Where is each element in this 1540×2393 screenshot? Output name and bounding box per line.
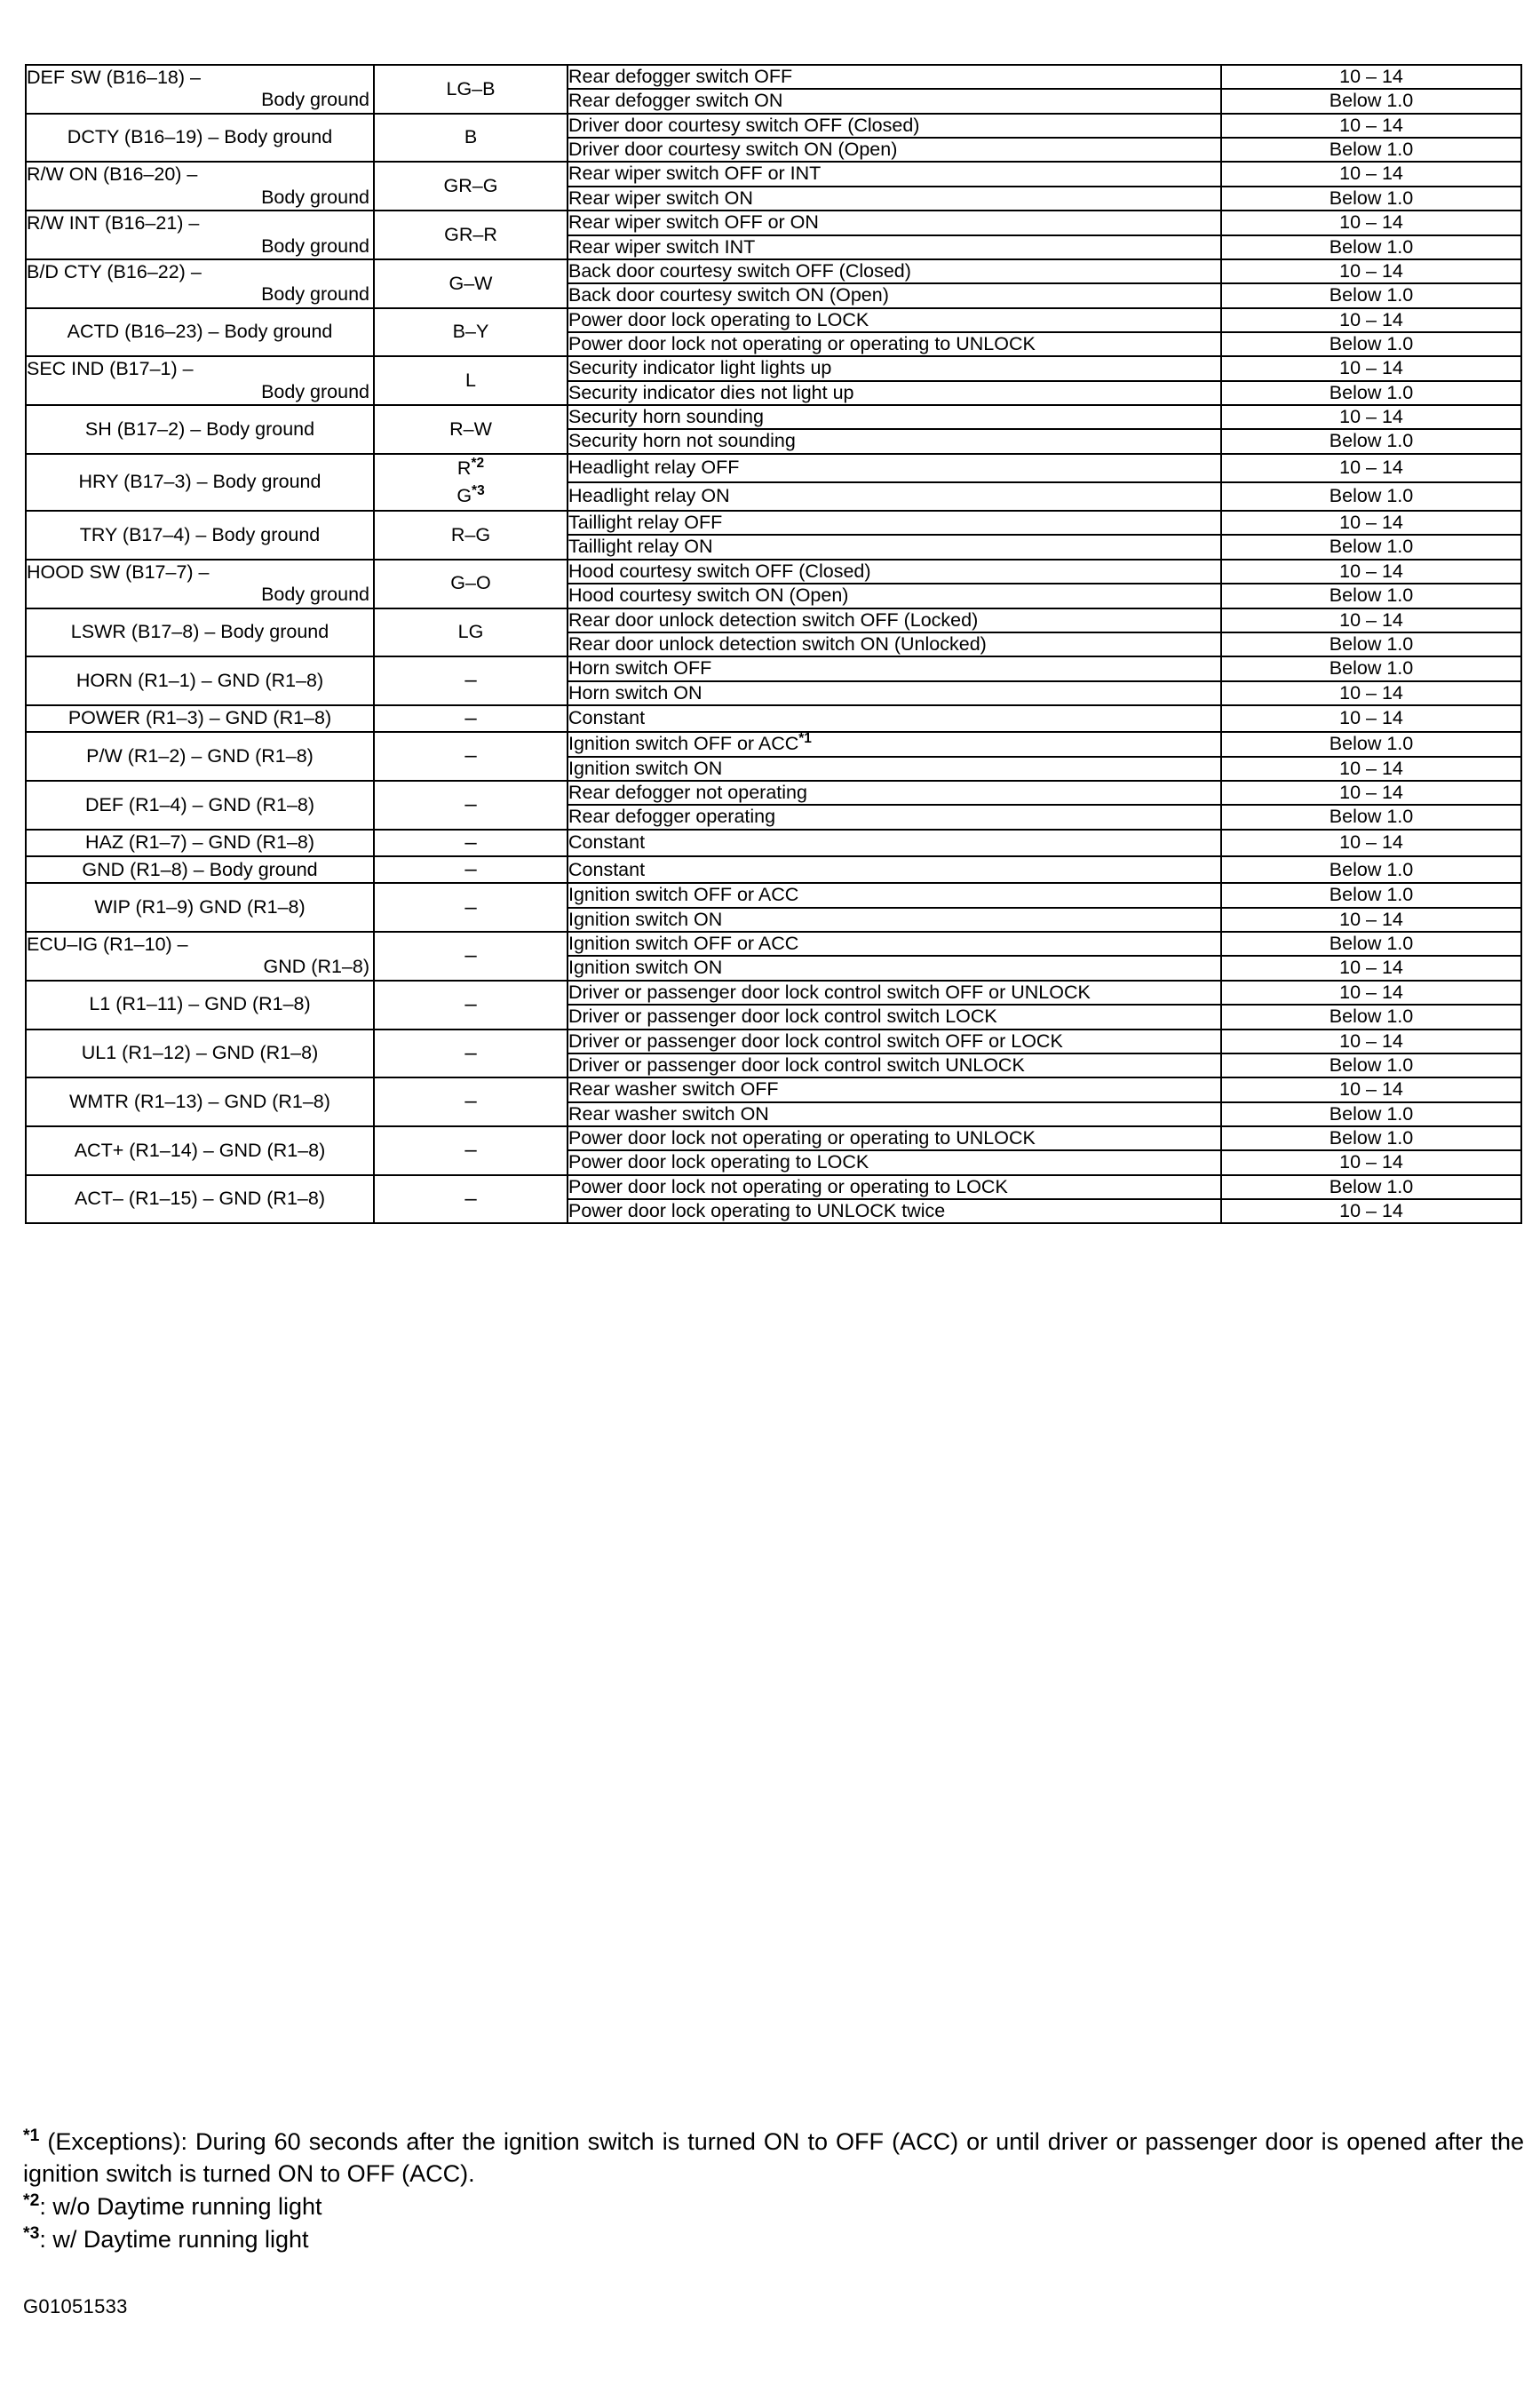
wiring-color-label: B–Y xyxy=(452,321,489,343)
terminal-cell xyxy=(26,1077,374,1126)
terminal-cell xyxy=(26,405,374,454)
specified-value-cell: Below 1.0 xyxy=(1221,381,1521,405)
terminal-cell xyxy=(26,308,374,357)
specified-value-cell: Below 1.0 xyxy=(1221,1175,1521,1199)
condition-cell: Power door lock operating to UNLOCK twice xyxy=(568,1199,1221,1223)
specified-value-cell: 10 – 14 xyxy=(1221,781,1521,805)
condition-cell: Ignition switch ON xyxy=(568,908,1221,932)
condition-cell: Ignition switch OFF or ACC xyxy=(568,932,1221,956)
condition-cell: Power door lock not operating or operating to UNLOCK xyxy=(568,1126,1221,1150)
terminal-label: HRY (B17–3) – Body ground xyxy=(78,471,321,493)
specified-value-cell: Below 1.0 xyxy=(1221,187,1521,211)
terminal-label: ACT– (R1–15) – GND (R1–8) xyxy=(75,1188,325,1210)
footnote-text: : w/ Daytime running light xyxy=(39,2225,309,2253)
figure-code: G01051533 xyxy=(23,2295,128,2317)
footnote-marker: *1 xyxy=(23,2126,40,2145)
wiring-color-label: – xyxy=(464,1138,477,1163)
terminal-cell xyxy=(26,259,374,308)
specified-value-cell: Below 1.0 xyxy=(1221,283,1521,307)
specified-value-cell: Below 1.0 xyxy=(1221,584,1521,608)
terminal-cell xyxy=(26,454,374,511)
condition-cell: Rear washer switch ON xyxy=(568,1102,1221,1126)
specified-value-cell: Below 1.0 xyxy=(1221,1126,1521,1150)
condition-cell: Constant xyxy=(568,705,1221,732)
specified-value-cell: 10 – 14 xyxy=(1221,405,1521,429)
terminal-label: GND (R1–8) – Body ground xyxy=(82,858,318,880)
wiring-color-cell xyxy=(374,781,568,830)
wiring-color-cell xyxy=(374,211,568,259)
condition-cell: Driver door courtesy switch OFF (Closed) xyxy=(568,114,1221,138)
footnote-text: : w/o Daytime running light xyxy=(39,2192,322,2220)
specified-value-cell: Below 1.0 xyxy=(1221,632,1521,656)
terminal-label-line2: Body ground xyxy=(261,584,369,606)
terminal-label-line1: R/W INT (B16–21) – xyxy=(27,212,200,235)
table-row xyxy=(26,830,1521,856)
terminal-cell xyxy=(26,65,374,114)
terminal-label: HAZ (R1–7) – GND (R1–8) xyxy=(84,831,315,854)
footnotes-block xyxy=(23,2127,1524,2257)
wiring-color-label: G–W xyxy=(449,272,493,294)
specified-value-cell: 10 – 14 xyxy=(1221,511,1521,535)
condition-cell: Driver or passenger door lock control switch OFF or LOCK xyxy=(568,1030,1221,1053)
wiring-color-label: G–O xyxy=(450,572,491,594)
wiring-color-cell xyxy=(374,259,568,308)
terminal-cell xyxy=(26,511,374,560)
terminal-cell xyxy=(26,932,374,981)
footnote-marker: *2 xyxy=(23,2190,40,2210)
wiring-color-cell xyxy=(374,732,568,781)
table-row xyxy=(26,162,1521,186)
footnote-marker: *3 xyxy=(23,2222,40,2243)
specified-value-cell: Below 1.0 xyxy=(1221,482,1521,511)
terminal-label: LSWR (B17–8) – Body ground xyxy=(70,621,329,643)
terminal-cell xyxy=(26,981,374,1030)
condition-cell: Rear door unlock detection switch ON (Unlocked) xyxy=(568,632,1221,656)
condition-cell: Headlight relay ON xyxy=(568,482,1221,511)
footnote xyxy=(23,2224,1524,2256)
terminal-cell xyxy=(26,608,374,657)
specified-value-cell: 10 – 14 xyxy=(1221,356,1521,380)
specified-value-cell: 10 – 14 xyxy=(1221,259,1521,283)
specified-value-cell: 10 – 14 xyxy=(1221,454,1521,482)
condition-cell: Rear washer switch OFF xyxy=(568,1077,1221,1101)
condition-cell: Power door lock not operating or operating to LOCK xyxy=(568,1175,1221,1199)
specified-value-cell: 10 – 14 xyxy=(1221,1077,1521,1101)
terminal-label: TRY (B17–4) – Body ground xyxy=(79,523,321,545)
table-row xyxy=(26,65,1521,89)
wiring-color-label: LG–B xyxy=(446,77,496,99)
terminal-label: P/W (R1–2) – GND (R1–8) xyxy=(86,744,314,767)
wiring-color-label: – xyxy=(464,1040,477,1065)
table-row xyxy=(26,1030,1521,1053)
wiring-color-label: R$^{*2}$ xyxy=(456,455,485,479)
terminal-cell xyxy=(26,781,374,830)
condition-cell: Headlight relay OFF xyxy=(568,454,1221,482)
condition-cell: Security indicator dies not light up xyxy=(568,381,1221,405)
condition-cell: Driver door courtesy switch ON (Open) xyxy=(568,138,1221,162)
table-row xyxy=(26,308,1521,332)
table-body xyxy=(26,65,1521,1223)
specified-value-cell: Below 1.0 xyxy=(1221,429,1521,453)
specified-value-cell: 10 – 14 xyxy=(1221,1199,1521,1223)
specified-value-cell: 10 – 14 xyxy=(1221,830,1521,856)
specified-value-cell: Below 1.0 xyxy=(1221,535,1521,559)
wiring-color-cell xyxy=(374,981,568,1030)
table-row xyxy=(26,932,1521,956)
specified-value-cell: Below 1.0 xyxy=(1221,332,1521,356)
condition-cell: Taillight relay OFF xyxy=(568,511,1221,535)
condition-cell: Driver or passenger door lock control switch UNLOCK xyxy=(568,1053,1221,1077)
terminal-cell xyxy=(26,732,374,781)
specified-value-cell: Below 1.0 xyxy=(1221,883,1521,907)
wiring-color-label: GR–G xyxy=(443,175,498,197)
terminal-label: DCTY (B16–19) – Body ground xyxy=(67,126,333,148)
terminal-label-line2: Body ground xyxy=(261,380,369,402)
wiring-color-label: LG xyxy=(457,621,484,643)
table-row xyxy=(26,211,1521,235)
specified-value-cell: Below 1.0 xyxy=(1221,932,1521,956)
specified-value-cell: 10 – 14 xyxy=(1221,757,1521,781)
wiring-color-cell xyxy=(374,65,568,114)
specified-value-cell: 10 – 14 xyxy=(1221,981,1521,1005)
footnote xyxy=(23,2127,1524,2190)
wiring-color-label: L xyxy=(465,369,476,391)
condition-cell: Rear door unlock detection switch OFF (Locked) xyxy=(568,608,1221,632)
wiring-color-label: GR–R xyxy=(444,223,497,245)
specified-value-cell: 10 – 14 xyxy=(1221,114,1521,138)
table-row xyxy=(26,883,1521,907)
wiring-color-cell xyxy=(374,560,568,608)
specified-value-cell: 10 – 14 xyxy=(1221,608,1521,632)
terminal-cell xyxy=(26,162,374,211)
specified-value-cell: 10 – 14 xyxy=(1221,1030,1521,1053)
condition-cell: Rear wiper switch OFF or ON xyxy=(568,211,1221,235)
specified-value-cell: 10 – 14 xyxy=(1221,1150,1521,1174)
terminal-label-line1: DEF SW (B16–18) – xyxy=(27,67,201,88)
terminal-label: WIP (R1–9) GND (R1–8) xyxy=(94,896,306,918)
wiring-color-cell xyxy=(374,608,568,657)
condition-cell: Power door lock operating to LOCK xyxy=(568,1150,1221,1174)
wiring-color-cell xyxy=(374,356,568,405)
condition-cell: Rear defogger operating xyxy=(568,805,1221,829)
specified-value-cell: Below 1.0 xyxy=(1221,732,1521,756)
table-row xyxy=(26,356,1521,380)
terminal-label-line2: GND (R1–8) xyxy=(263,956,369,978)
terminal-label-line1: HOOD SW (B17–7) – xyxy=(27,560,210,583)
wiring-color-label: – xyxy=(464,1186,477,1211)
wiring-color-label: G$^{*3}$ xyxy=(456,482,485,506)
terminal-cell xyxy=(26,1030,374,1078)
wiring-color-cell xyxy=(374,656,568,705)
condition-cell: Ignition switch ON xyxy=(568,956,1221,980)
terminal-label-line2: Body ground xyxy=(261,235,369,257)
specified-value-cell: 10 – 14 xyxy=(1221,908,1521,932)
wiring-color-label: – xyxy=(464,830,477,855)
terminal-label: POWER (R1–3) – GND (R1–8) xyxy=(67,707,332,729)
wiring-color-cell xyxy=(374,454,568,511)
specified-value-cell: Below 1.0 xyxy=(1221,656,1521,680)
specified-value-cell: 10 – 14 xyxy=(1221,65,1521,89)
condition-cell: Rear wiper switch INT xyxy=(568,235,1221,259)
condition-cell: Rear wiper switch OFF or INT xyxy=(568,162,1221,186)
condition-cell: Horn switch ON xyxy=(568,681,1221,705)
terminal-label-line2: Body ground xyxy=(261,283,369,306)
terminal-label: ACTD (B16–23) – Body ground xyxy=(67,321,333,343)
wiring-color-cell xyxy=(374,705,568,732)
specified-value-cell: 10 – 14 xyxy=(1221,681,1521,705)
wiring-color-cell xyxy=(374,162,568,211)
table-row xyxy=(26,732,1521,756)
terminal-label: HORN (R1–1) – GND (R1–8) xyxy=(75,669,324,691)
terminal-cell xyxy=(26,1175,374,1224)
wiring-color-label: R–W xyxy=(449,417,492,440)
condition-cell: Back door courtesy switch OFF (Closed) xyxy=(568,259,1221,283)
wiring-color-label: R–G xyxy=(450,523,491,545)
specified-value-cell: Below 1.0 xyxy=(1221,1005,1521,1029)
specified-value-cell: 10 – 14 xyxy=(1221,956,1521,980)
terminal-label-line1: R/W ON (B16–20) – xyxy=(27,163,198,186)
wiring-color-cell xyxy=(374,114,568,163)
condition-cell: Rear defogger switch OFF xyxy=(568,65,1221,89)
condition-cell: Rear defogger switch ON xyxy=(568,89,1221,113)
condition-cell: Power door lock not operating or operating to UNLOCK xyxy=(568,332,1221,356)
condition-cell: Hood courtesy switch OFF (Closed) xyxy=(568,560,1221,584)
terminal-label-line2: Body ground xyxy=(261,186,369,208)
terminal-label: DEF (R1–4) – GND (R1–8) xyxy=(84,793,315,815)
terminal-label-line1: ECU–IG (R1–10) – xyxy=(27,934,188,956)
wiring-color-label: – xyxy=(464,705,477,730)
terminal-label-line1: B/D CTY (B16–22) – xyxy=(27,260,202,282)
table-row xyxy=(26,1175,1521,1199)
condition-cell: Power door lock operating to LOCK xyxy=(568,308,1221,332)
condition-cell: Ignition switch OFF or ACC$^{*1}$ xyxy=(568,732,1221,756)
table-row xyxy=(26,856,1521,883)
wiring-color-label: – xyxy=(464,792,477,817)
terminal-cell xyxy=(26,560,374,608)
wiring-color-label: – xyxy=(464,894,477,919)
wiring-color-label: – xyxy=(464,668,477,693)
terminal-cell xyxy=(26,856,374,883)
terminal-cell xyxy=(26,883,374,932)
table-row xyxy=(26,259,1521,283)
condition-cell: Driver or passenger door lock control switch OFF or UNLOCK xyxy=(568,981,1221,1005)
specified-value-cell: 10 – 14 xyxy=(1221,705,1521,732)
wiring-color-label: B xyxy=(464,126,478,148)
table-row xyxy=(26,608,1521,632)
wiring-color-cell xyxy=(374,405,568,454)
wiring-color-label: – xyxy=(464,857,477,882)
terminal-cell xyxy=(26,114,374,163)
condition-cell: Driver or passenger door lock control switch LOCK xyxy=(568,1005,1221,1029)
terminal-cell xyxy=(26,705,374,732)
terminal-cell xyxy=(26,830,374,856)
table-row xyxy=(26,511,1521,535)
specified-value-cell: Below 1.0 xyxy=(1221,89,1521,113)
specified-value-cell: 10 – 14 xyxy=(1221,308,1521,332)
table-row xyxy=(26,981,1521,1005)
table-row xyxy=(26,405,1521,429)
specified-value-cell: 10 – 14 xyxy=(1221,211,1521,235)
specified-value-cell: Below 1.0 xyxy=(1221,1053,1521,1077)
table-row xyxy=(26,560,1521,584)
condition-cell: Ignition switch ON xyxy=(568,757,1221,781)
terminal-label-line1: SEC IND (B17–1) – xyxy=(27,358,194,380)
condition-cell: Horn switch OFF xyxy=(568,656,1221,680)
specified-value-cell: 10 – 14 xyxy=(1221,560,1521,584)
table-row xyxy=(26,114,1521,138)
specified-value-cell: Below 1.0 xyxy=(1221,856,1521,883)
wiring-color-label: – xyxy=(464,991,477,1016)
wiring-color-cell xyxy=(374,932,568,981)
terminal-label: ACT+ (R1–14) – GND (R1–8) xyxy=(74,1139,326,1161)
table-row xyxy=(26,656,1521,680)
terminal-label-line2: Body ground xyxy=(261,89,369,111)
terminal-cell xyxy=(26,656,374,705)
specified-value-cell: Below 1.0 xyxy=(1221,138,1521,162)
specified-value-cell: Below 1.0 xyxy=(1221,805,1521,829)
condition-cell: Security indicator light lights up xyxy=(568,356,1221,380)
table-row xyxy=(26,1126,1521,1150)
condition-cell: Constant xyxy=(568,830,1221,856)
wiring-color-label: – xyxy=(464,943,477,968)
terminal-label: L1 (R1–11) – GND (R1–8) xyxy=(89,993,311,1015)
wiring-color-cell xyxy=(374,1077,568,1126)
terminal-label: UL1 (R1–12) – GND (R1–8) xyxy=(81,1042,319,1064)
footnote xyxy=(23,2191,1524,2223)
table-row xyxy=(26,1077,1521,1101)
condition-cell: Ignition switch OFF or ACC xyxy=(568,883,1221,907)
table-row xyxy=(26,705,1521,732)
terminal-label: SH (B17–2) – Body ground xyxy=(84,417,315,440)
wiring-color-cell xyxy=(374,1126,568,1175)
specified-value-cell: Below 1.0 xyxy=(1221,235,1521,259)
wiring-color-cell xyxy=(374,883,568,932)
terminal-cell xyxy=(26,1126,374,1175)
wiring-color-cell xyxy=(374,830,568,856)
condition-cell: Security horn sounding xyxy=(568,405,1221,429)
terminal-cell xyxy=(26,356,374,405)
condition-cell: Rear wiper switch ON xyxy=(568,187,1221,211)
terminal-inspection-table xyxy=(25,64,1522,1224)
condition-cell: Rear defogger not operating xyxy=(568,781,1221,805)
condition-cell: Back door courtesy switch ON (Open) xyxy=(568,283,1221,307)
condition-cell: Taillight relay ON xyxy=(568,535,1221,559)
table-row xyxy=(26,454,1521,482)
condition-cell: Security horn not sounding xyxy=(568,429,1221,453)
condition-cell: Hood courtesy switch ON (Open) xyxy=(568,584,1221,608)
wiring-color-label: – xyxy=(464,1089,477,1114)
specified-value-cell: Below 1.0 xyxy=(1221,1102,1521,1126)
wiring-color-cell xyxy=(374,1175,568,1224)
condition-cell: Constant xyxy=(568,856,1221,883)
table-row xyxy=(26,781,1521,805)
wiring-color-cell xyxy=(374,511,568,560)
wiring-color-cell xyxy=(374,1030,568,1078)
wiring-color-cell xyxy=(374,856,568,883)
footnote-text: (Exceptions): During 60 seconds after the ignition switch is turned ON to OFF (ACC) or until driver or passenger door is opened after the ignition switch is turned ON to OFF (ACC). xyxy=(23,2128,1524,2187)
terminal-label: WMTR (R1–13) – GND (R1–8) xyxy=(69,1090,330,1112)
terminal-cell xyxy=(26,211,374,259)
wiring-color-cell xyxy=(374,308,568,357)
specified-value-cell: 10 – 14 xyxy=(1221,162,1521,186)
wiring-color-label: – xyxy=(464,743,477,768)
